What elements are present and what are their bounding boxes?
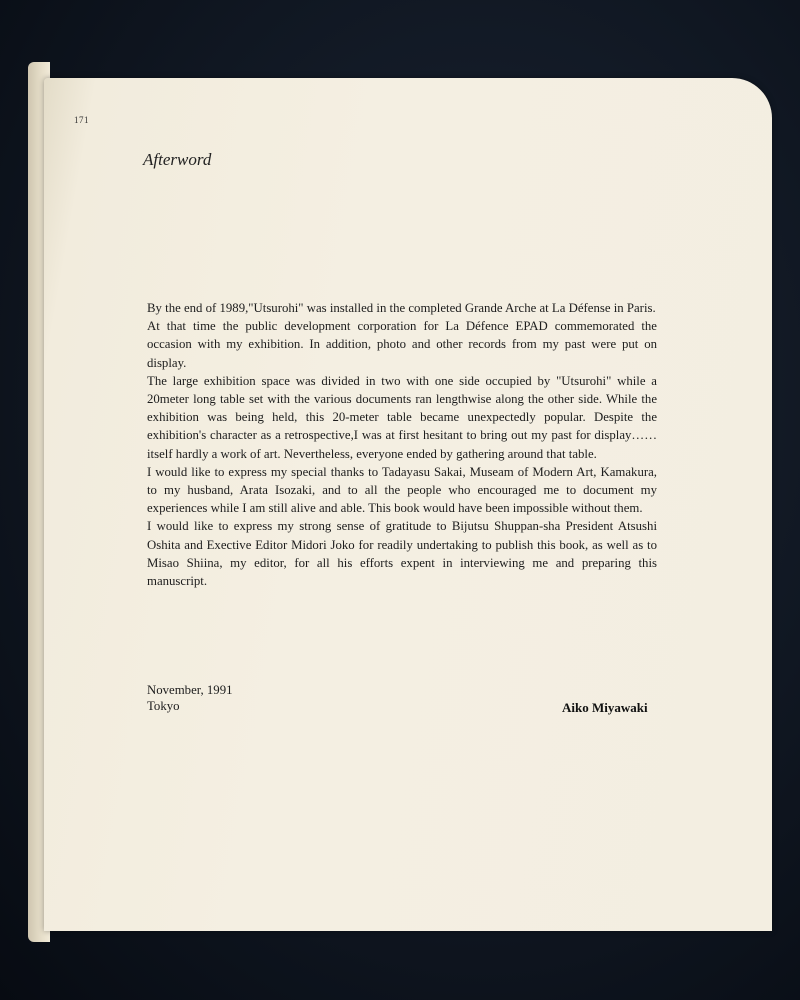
paragraph: By the end of 1989,"Utsurohi" was installed in the completed Grande Arche at La Défense in Paris. — [147, 301, 656, 315]
paragraph: I would like to express my strong sense of gratitude to Bijutsu Shuppan-sha President Atsushi Oshita and Exective Editor Midori Joko for readily undertaking to publish this book, as well as to Misao Shiina, my editor, for all his efforts expent in interviewing me and preparing this manuscript. — [147, 519, 657, 589]
paragraph: The large exhibition space was divided in two with one side occupied by "Utsurohi" while a 20meter long table set with the various documents ran lengthwise along the other side. While the exhibition was being held, this 20-meter table became unexpectedly popular. Despite the exhibition's character as a retrospective,I was at first hesitant to bring out my past for display……itself hardly a work of art. Nevertheless, everyone ended by gathering around that table. — [147, 373, 657, 461]
signature-city: Tokyo — [147, 699, 180, 713]
paragraph: At that time the public development corporation for La Défence EPAD commemorated the occasion with my exhibition. In addition, photo and other records from my past were put on display. — [147, 319, 657, 370]
book-page — [44, 78, 772, 931]
author-name: Aiko Miyawaki — [562, 700, 648, 715]
afterword-body — [147, 299, 657, 590]
paragraph: I would like to express my special thanks to Tadayasu Sakai, Museam of Modern Art, Kamakura, to my husband, Arata Isozaki, and to all the people who encouraged me to document my experiences while I am still alive and able. This book would have been impossible without them. — [147, 464, 657, 516]
signature-date: November, 1991 — [147, 683, 233, 697]
page-number: 171 — [74, 115, 89, 125]
page-title: Afterword — [143, 150, 212, 169]
